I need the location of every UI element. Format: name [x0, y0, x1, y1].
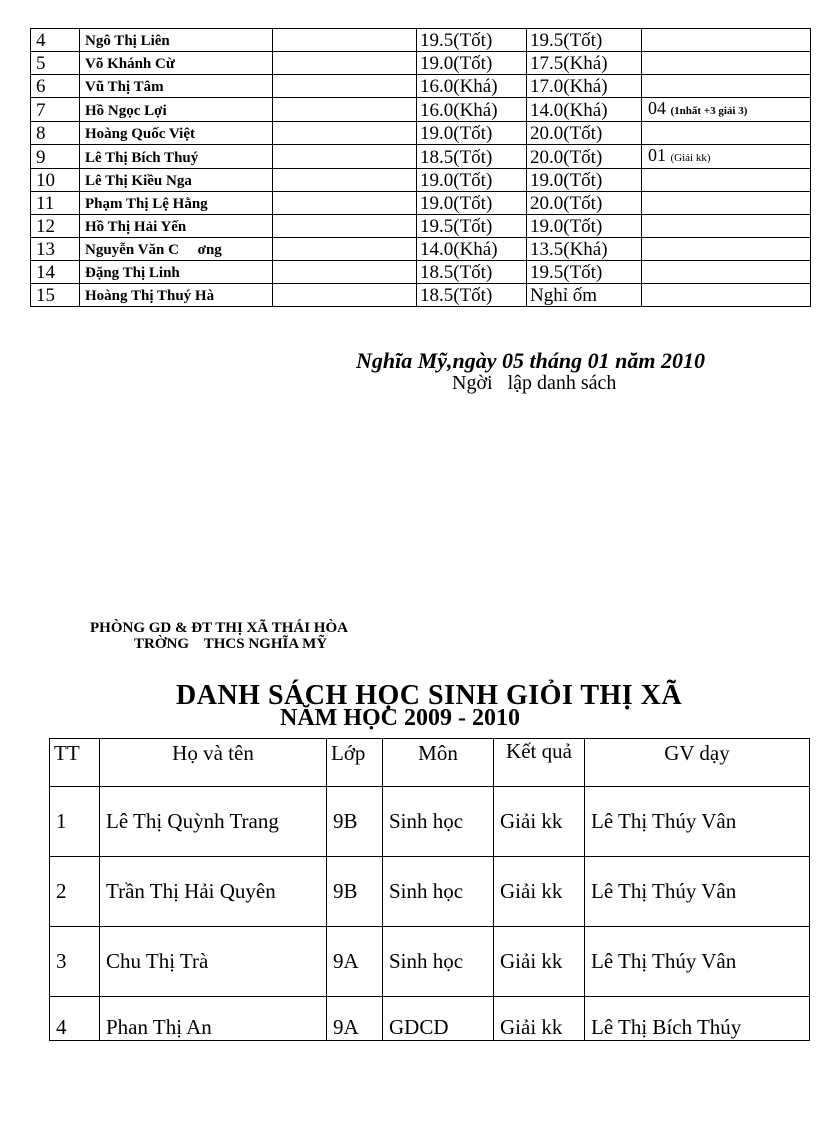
row-number: 4 — [31, 29, 80, 52]
table-row — [31, 215, 811, 238]
score-1: 19.0(Tốt) — [417, 192, 527, 215]
cell-tt: 4 — [50, 997, 100, 1041]
empty-cell — [273, 169, 417, 192]
student-name: Phạm Thị Lệ Hằng — [80, 192, 273, 215]
table-row — [31, 192, 811, 215]
header-tt: TT — [50, 739, 100, 787]
row-number: 7 — [31, 98, 80, 122]
score-1: 16.0(Khá) — [417, 98, 527, 122]
row-number: 5 — [31, 52, 80, 75]
cell-name: Chu Thị Trà — [100, 927, 327, 997]
table-row — [31, 169, 811, 192]
cell-name: Trần Thị Hải Quyên — [100, 857, 327, 927]
cell-tt: 2 — [50, 857, 100, 927]
cell-class: 9A — [327, 997, 383, 1041]
note-cell — [642, 75, 811, 98]
student-name: Lê Thị Kiều Nga — [80, 169, 273, 192]
table-row — [31, 238, 811, 261]
empty-cell — [273, 122, 417, 145]
row-number: 8 — [31, 122, 80, 145]
empty-cell — [273, 29, 417, 52]
score-1: 19.0(Tốt) — [417, 52, 527, 75]
row-number: 10 — [31, 169, 80, 192]
table-row — [31, 52, 811, 75]
cell-tt: 1 — [50, 787, 100, 857]
table-row — [50, 997, 810, 1041]
note-cell — [642, 98, 811, 122]
cell-tt: 3 — [50, 927, 100, 997]
row-number: 9 — [31, 145, 80, 169]
empty-cell — [273, 215, 417, 238]
student-name: Võ Khánh Cừ — [80, 52, 273, 75]
cell-class: 9A — [327, 927, 383, 997]
score-2: 14.0(Khá) — [527, 98, 642, 122]
table-row — [31, 145, 811, 169]
note-cell — [642, 52, 811, 75]
table-header-row — [50, 739, 810, 787]
student-name: Vũ Thị Tâm — [80, 75, 273, 98]
signer-title: Ngời lập danh sách — [452, 372, 617, 394]
cell-name: Lê Thị Quỳnh Trang — [100, 787, 327, 857]
note-cell — [642, 284, 811, 307]
score-1: 19.0(Tốt) — [417, 169, 527, 192]
cell-teacher: Lê Thị Thúy Vân — [585, 787, 810, 857]
empty-cell — [273, 52, 417, 75]
score-2: 13.5(Khá) — [527, 238, 642, 261]
table-row — [31, 75, 811, 98]
header-name: Họ và tên — [100, 739, 327, 787]
note-cell — [642, 145, 811, 169]
table-row — [31, 98, 811, 122]
score-2: 19.5(Tốt) — [527, 261, 642, 284]
row-number: 11 — [31, 192, 80, 215]
score-2: 17.5(Khá) — [527, 52, 642, 75]
score-1: 18.5(Tốt) — [417, 284, 527, 307]
score-1: 18.5(Tốt) — [417, 261, 527, 284]
header-teacher: GV dạy — [585, 739, 810, 787]
score-1: 19.5(Tốt) — [417, 29, 527, 52]
cell-teacher: Lê Thị Bích Thúy — [585, 997, 810, 1041]
table-row — [31, 261, 811, 284]
school-name: TRỜNG THCS NGHĨA MỸ — [134, 636, 328, 652]
cell-result: Giải kk — [494, 927, 585, 997]
note-cell — [642, 261, 811, 284]
honor-students-table — [49, 738, 810, 1041]
row-number: 13 — [31, 238, 80, 261]
note-count: 01 — [648, 145, 666, 165]
table-row — [50, 927, 810, 997]
row-number: 6 — [31, 75, 80, 98]
cell-class: 9B — [327, 857, 383, 927]
score-1: 16.0(Khá) — [417, 75, 527, 98]
score-2: 19.5(Tốt) — [527, 29, 642, 52]
cell-name: Phan Thị An — [100, 997, 327, 1041]
student-name: Hoàng Quốc Việt — [80, 122, 273, 145]
score-2: Nghỉ ốm — [527, 284, 642, 307]
score-2: 19.0(Tốt) — [527, 215, 642, 238]
signature-date-line: Nghĩa Mỹ,ngày 05 tháng 01 năm 2010 — [356, 348, 705, 373]
score-2: 20.0(Tốt) — [527, 192, 642, 215]
empty-cell — [273, 75, 417, 98]
score-1: 18.5(Tốt) — [417, 145, 527, 169]
student-name: Hồ Ngọc Lợi — [80, 98, 273, 122]
note-detail: (Giải kk) — [670, 152, 711, 164]
cell-subject: GDCD — [383, 997, 494, 1041]
score-2: 17.0(Khá) — [527, 75, 642, 98]
header-result-label: Kết quả — [506, 739, 572, 763]
cell-teacher: Lê Thị Thúy Vân — [585, 857, 810, 927]
score-2: 20.0(Tốt) — [527, 145, 642, 169]
note-cell — [642, 29, 811, 52]
row-number: 12 — [31, 215, 80, 238]
empty-cell — [273, 192, 417, 215]
cell-result: Giải kk — [494, 857, 585, 927]
cell-result: Giải kk — [494, 997, 585, 1041]
empty-cell — [273, 238, 417, 261]
student-name: Ngô Thị Liên — [80, 29, 273, 52]
note-count: 04 — [648, 98, 666, 118]
student-name: Nguyễn Văn C ơng — [80, 238, 273, 261]
header-result — [494, 739, 585, 787]
table-row — [50, 857, 810, 927]
table-row — [31, 122, 811, 145]
page-subtitle: NĂM HỌC 2009 - 2010 — [280, 705, 520, 731]
table-row — [31, 29, 811, 52]
note-cell — [642, 122, 811, 145]
student-name: Đặng Thị Linh — [80, 261, 273, 284]
table-row — [31, 284, 811, 307]
cell-class: 9B — [327, 787, 383, 857]
note-cell — [642, 215, 811, 238]
note-cell — [642, 169, 811, 192]
score-1: 19.5(Tốt) — [417, 215, 527, 238]
cell-subject: Sinh học — [383, 857, 494, 927]
student-name: Hoàng Thị Thuý Hà — [80, 284, 273, 307]
table-row — [50, 787, 810, 857]
cell-subject: Sinh học — [383, 927, 494, 997]
page-title: DANH SÁCH HỌC SINH GIỎI THỊ XÃ — [176, 680, 683, 711]
student-name: Hồ Thị Hải Yến — [80, 215, 273, 238]
note-cell — [642, 192, 811, 215]
header-class: Lớp — [327, 739, 383, 787]
score-2: 20.0(Tốt) — [527, 122, 642, 145]
department-name: PHÒNG GD & ĐT THỊ XÃ THÁI HÒA — [90, 620, 348, 636]
student-score-table — [30, 28, 811, 307]
row-number: 14 — [31, 261, 80, 284]
note-detail: (1nhất +3 giải 3) — [670, 105, 748, 117]
row-number: 15 — [31, 284, 80, 307]
cell-teacher: Lê Thị Thúy Vân — [585, 927, 810, 997]
cell-subject: Sinh học — [383, 787, 494, 857]
score-2: 19.0(Tốt) — [527, 169, 642, 192]
score-1: 14.0(Khá) — [417, 238, 527, 261]
empty-cell — [273, 261, 417, 284]
empty-cell — [273, 98, 417, 122]
cell-result: Giải kk — [494, 787, 585, 857]
student-name: Lê Thị Bích Thuý — [80, 145, 273, 169]
empty-cell — [273, 284, 417, 307]
score-1: 19.0(Tốt) — [417, 122, 527, 145]
note-cell — [642, 238, 811, 261]
header-subject: Môn — [383, 739, 494, 787]
empty-cell — [273, 145, 417, 169]
